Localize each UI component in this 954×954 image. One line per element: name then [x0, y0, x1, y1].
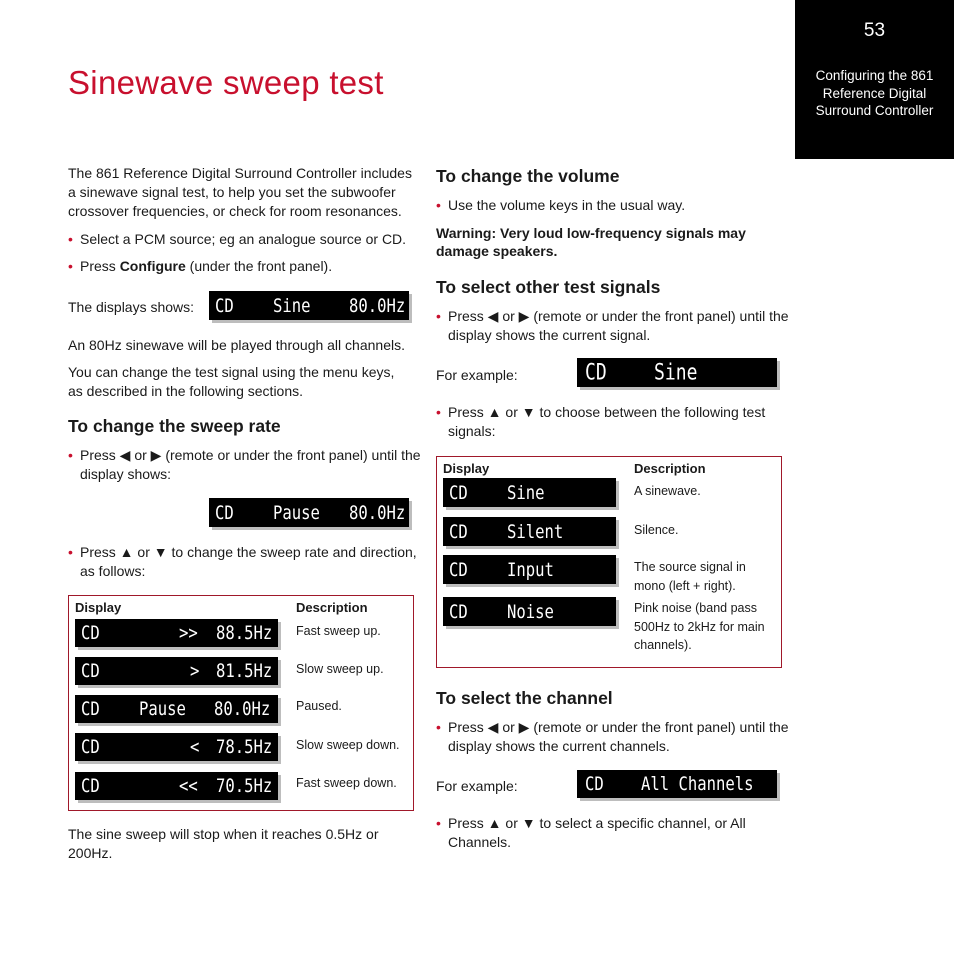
- paragraph-menu-keys: You can change the test signal using the menu keys, as described in the following sections.: [68, 364, 395, 399]
- lcd-mode: Sine: [273, 294, 311, 317]
- displays-label: The displays shows:: [68, 299, 195, 315]
- bullet-channel-arrows: • Press ◀ or ▶ (remote or under the front panel) until the display shows the current channels.: [436, 719, 789, 754]
- table-header-description: Description: [296, 600, 368, 615]
- lcd-frequency: 81.5Hz: [216, 660, 273, 682]
- lcd-source: CD: [585, 360, 607, 385]
- lcd-example-all-channels: [577, 770, 777, 798]
- intro-paragraph: The 861 Reference Digital Surround Controller includes a sinewave signal test, to help you set the subwoofer crossover frequencies, or check for room resonances.: [68, 165, 412, 219]
- table-row-description: Fast sweep up.: [296, 624, 381, 638]
- lcd-source: CD: [215, 501, 234, 524]
- lcd-mode: >: [190, 660, 200, 682]
- lcd-mode: <<: [179, 775, 198, 797]
- lcd-mode: Sine: [654, 360, 698, 385]
- lcd-source: CD: [585, 773, 604, 795]
- bullet-signals-arrows: • Press ◀ or ▶ (remote or under the front panel) until the display shows the current signal.: [436, 308, 789, 343]
- heading-test-signals: To select other test signals: [436, 277, 661, 297]
- lcd-mode: Pause: [273, 501, 320, 524]
- bullet-channel-select: • Press ▲ or ▼ to select a specific channel, or All Channels.: [436, 815, 746, 850]
- lcd-example-sine: [577, 358, 777, 387]
- lcd-display-sine: [209, 291, 409, 320]
- bullet-press-configure: • Press Configure (under the front panel).: [68, 258, 333, 274]
- heading-channel: To select the channel: [436, 688, 613, 708]
- channel-example-label: For example:: [436, 778, 518, 794]
- sweep-rate-table: [68, 595, 414, 811]
- table-row-display: [75, 772, 278, 800]
- lcd-source: CD: [81, 698, 100, 720]
- lcd-source: CD: [81, 736, 100, 758]
- lcd-source: CD: [449, 520, 468, 543]
- test-signals-table: [436, 456, 782, 668]
- paragraph-80hz: An 80Hz sinewave will be played through all channels.: [68, 337, 405, 353]
- page-header-block: [795, 0, 954, 159]
- lcd-mode: >>: [179, 622, 198, 644]
- table-row-description: Slow sweep up.: [296, 662, 384, 676]
- heading-sweep-rate: To change the sweep rate: [68, 416, 281, 436]
- lcd-source: CD: [81, 775, 100, 797]
- table-row-display: [75, 619, 278, 647]
- lcd-source: CD: [81, 660, 100, 682]
- table-row-display: [443, 597, 616, 626]
- table-row-description: Silence.: [634, 523, 679, 537]
- page-number: 53: [863, 20, 886, 41]
- lcd-source: CD: [215, 294, 234, 317]
- table-row-display: [443, 478, 616, 507]
- lcd-source: CD: [449, 600, 468, 623]
- lcd-frequency: 80.0Hz: [214, 698, 271, 720]
- lcd-source: CD: [449, 558, 468, 581]
- table-row-display: [75, 695, 278, 723]
- table-row-display: [75, 733, 278, 761]
- lcd-source: CD: [449, 481, 468, 504]
- page-title: Sinewave sweep test: [68, 64, 384, 101]
- table-row-description: A sinewave.: [634, 484, 701, 498]
- for-example-label: For example:: [436, 367, 518, 383]
- lcd-mode: Pause: [139, 698, 186, 720]
- lcd-mode: All Channels: [641, 773, 754, 795]
- bullet-select-source: • Select a PCM source; eg an analogue source or CD.: [68, 231, 407, 247]
- table-header-display: Display: [75, 600, 122, 615]
- table-row-display: [75, 657, 278, 685]
- table-header-display: Display: [443, 461, 490, 476]
- table-header-description: Description: [634, 461, 706, 476]
- section-title: Configuring the 861 Reference Digital Surround Controller: [815, 68, 934, 118]
- lcd-frequency: 80.0Hz: [349, 501, 406, 524]
- lcd-frequency: 80.0Hz: [349, 294, 406, 317]
- lcd-mode: Noise: [507, 600, 554, 623]
- warning-text: Warning: Very loud low-frequency signals may damage speakers.: [436, 225, 746, 259]
- lcd-frequency: 78.5Hz: [216, 736, 273, 758]
- lcd-source: CD: [81, 622, 100, 644]
- bullet-sweep-direction: • Press ▲ or ▼ to change the sweep rate and direction, as follows:: [68, 544, 417, 579]
- table-row-display: [443, 555, 616, 584]
- lcd-frequency: 88.5Hz: [216, 622, 273, 644]
- table-row-display: [443, 517, 616, 546]
- lcd-mode: <: [190, 736, 200, 758]
- lcd-mode: Input: [507, 558, 554, 581]
- table-row-description: Pink noise (band pass 500Hz to 2kHz for main channels).: [634, 601, 765, 652]
- lcd-mode: Silent: [507, 520, 564, 543]
- bullet-sweep-arrows: • Press ◀ or ▶ (remote or under the front panel) until the display shows:: [68, 447, 421, 482]
- table-row-description: Paused.: [296, 699, 342, 713]
- table-row-description: Slow sweep down.: [296, 738, 400, 752]
- lcd-display-pause: [209, 498, 409, 527]
- table-row-description: Fast sweep down.: [296, 776, 397, 790]
- heading-volume: To change the volume: [436, 166, 620, 186]
- bullet-volume: • Use the volume keys in the usual way.: [436, 197, 686, 213]
- lcd-mode: Sine: [507, 481, 545, 504]
- lcd-frequency: 70.5Hz: [216, 775, 273, 797]
- table-row-description: The source signal in mono (left + right).: [634, 560, 746, 593]
- bullet-signals-choose: • Press ▲ or ▼ to choose between the following test signals:: [436, 404, 766, 439]
- stop-note: The sine sweep will stop when it reaches 0.5Hz or 200Hz.: [68, 826, 379, 861]
